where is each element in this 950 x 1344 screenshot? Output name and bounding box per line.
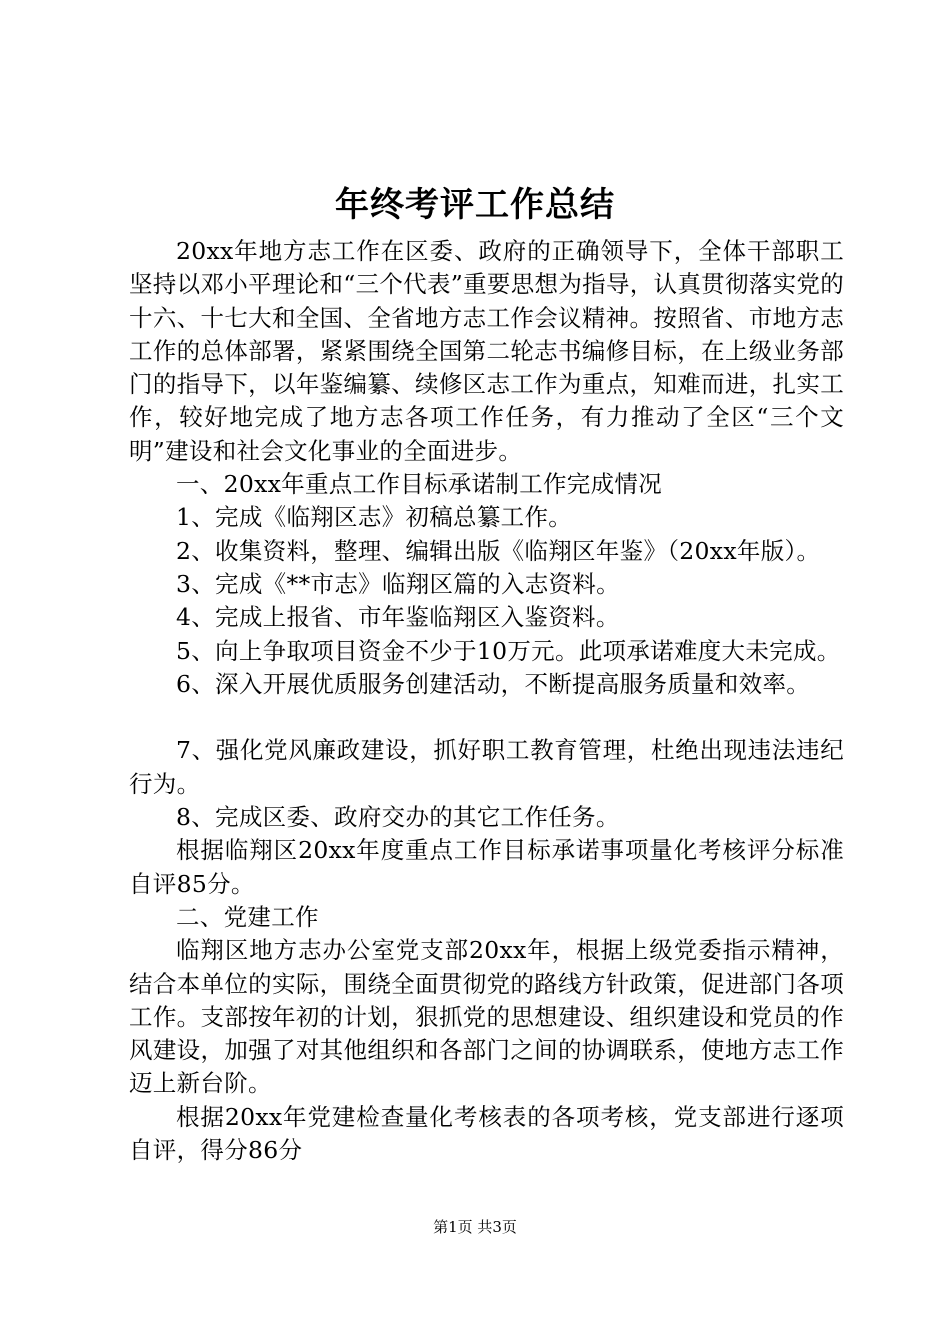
document-title: 年终考评工作总结	[335, 185, 615, 225]
list-item-6: 6、深入开展优质服务创建活动，不断提高服务质量和效率。	[176, 669, 811, 698]
blank-line	[129, 701, 844, 734]
self-score-paragraph: 根据临翔区20xx年度重点工作目标承诺事项量化考核评分标准自评85分。	[129, 836, 844, 898]
list-item-7: 7、强化党风廉政建设，抓好职工教育管理，杜绝出现违法违纪行为。	[129, 736, 844, 798]
list-item-3: 3、完成《**市志》临翔区篇的入志资料。	[176, 569, 620, 598]
list-item-5: 5、向上争取项目资金不少于10万元。此项承诺难度大未完成。	[176, 636, 841, 665]
party-building-paragraph: 临翔区地方志办公室党支部20xx年，根据上级党委指示精神，结合本单位的实际，围绕全面贯彻党的路线方针政策，促进部门各项工作。支部按年初的计划，狠抓党的思想建设、组织建设和党员的作风建设，加强了对其他组织和各部门之间的协调联系，使地方志工作迈上新台阶。	[129, 936, 844, 1098]
intro-paragraph: 20xx年地方志工作在区委、政府的正确领导下，全体干部职工坚持以邓小平理论和“三个代表”重要思想为指导，认真贯彻落实党的十六、十七大和全国、全省地方志工作会议精神。按照省、市地方志工作的总体部署，紧紧围绕全国第二轮志书编修目标，在上级业务部门的指导下，以年鉴编纂、续修区志工作为重点，知难而进，扎实工作，较好地完成了地方志各项工作任务，有力推动了全区“三个文明”建设和社会文化事业的全面进步。	[129, 237, 844, 465]
section-heading-2: 二、党建工作	[176, 902, 319, 931]
party-score-paragraph: 根据20xx年党建检查量化考核表的各项考核，党支部进行逐项自评，得分86分	[129, 1102, 844, 1165]
list-item-1: 1、完成《临翔区志》初稿总纂工作。	[176, 503, 573, 532]
list-item-4: 4、完成上报省、市年鉴临翔区入鉴资料。	[176, 603, 620, 632]
document-body	[129, 235, 844, 1167]
page-footer: 第1页 共3页	[433, 1218, 517, 1236]
list-item-2: 2、收集资料，整理、编辑出版《临翔区年鉴》（20xx年版）。	[176, 536, 821, 565]
section-heading-1: 一、20xx年重点工作目标承诺制工作完成情况	[176, 470, 663, 499]
list-item-8: 8、完成区委、政府交办的其它工作任务。	[176, 803, 620, 832]
